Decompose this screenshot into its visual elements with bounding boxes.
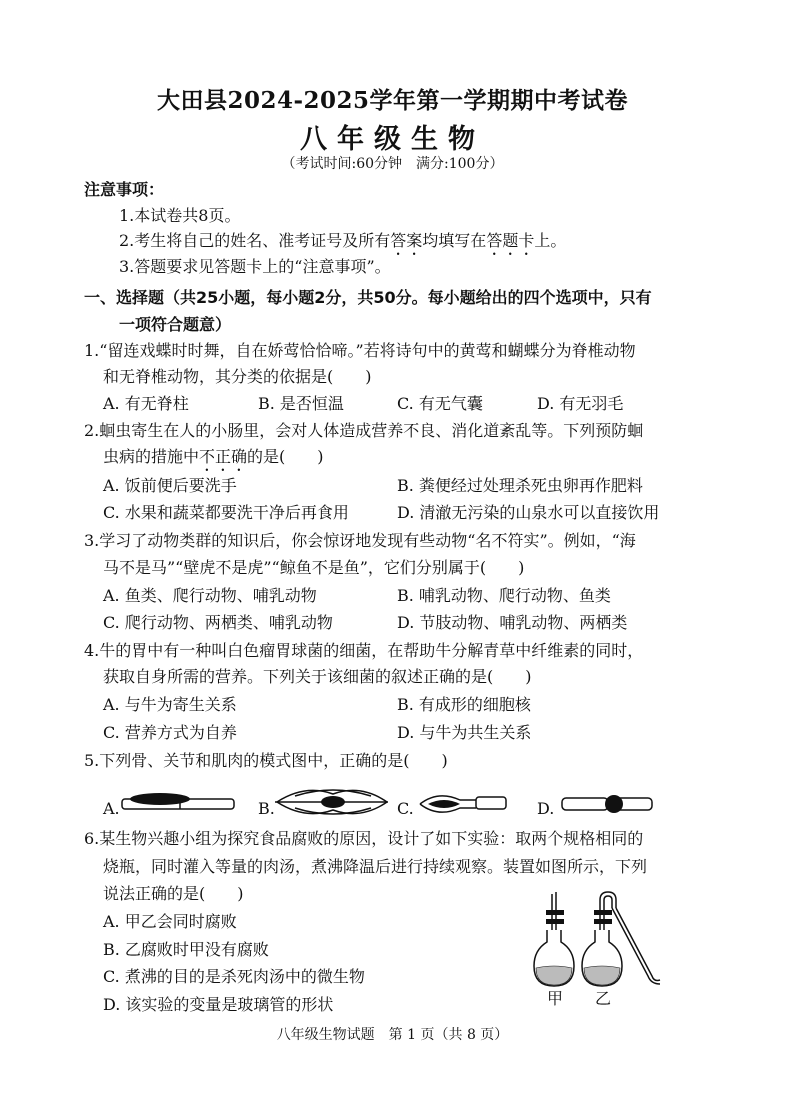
- q6-option-b: B. 乙腐败时甲没有腐败: [103, 940, 269, 959]
- q6-option-a: A. 甲乙会同时腐败: [103, 912, 237, 931]
- notes-item-2-part: 上。: [534, 231, 567, 250]
- q2-stem-line2: [103, 447, 324, 475]
- page-footer: 八年级生物试题 第 1 页（共 8 页）: [276, 1027, 509, 1043]
- exam-title: 大田县2024-2025学年第一学期期中考试卷: [156, 87, 629, 114]
- q3-stem-line1: 3.学习了动物类群的知识后，你会惊讶地发现有些动物“名不符实”。例如，“海: [84, 531, 636, 550]
- q5-diagram-d: [560, 790, 656, 818]
- q4-option-c: C. 营养方式为自养: [103, 723, 237, 742]
- q6-label-jia: 甲: [547, 989, 564, 1008]
- q5-option-b: B.: [258, 799, 275, 818]
- q5-option-a: A.: [103, 799, 120, 818]
- notes-item-3: 3.答题要求见答题卡上的“注意事项”。: [119, 257, 391, 276]
- q5-diagram-c: [418, 786, 510, 820]
- q4-option-d: D. 与牛为共生关系: [397, 723, 532, 742]
- notes-item-2-emphasis-card: 答题卡: [486, 231, 535, 250]
- q6-option-d: D. 该实验的变量是玻璃管的形状: [103, 995, 334, 1014]
- notes-item-2: [119, 231, 566, 259]
- q2-option-d: D. 清澈无污染的山泉水可以直接饮用: [397, 503, 660, 522]
- q3-stem-line2: 马不是马”“壁虎不是虎”“鲸鱼不是鱼”，它们分别属于( ): [103, 558, 525, 577]
- q2-option-c: C. 水果和蔬菜都要洗干净后再食用: [103, 503, 349, 522]
- q3-option-a: A. 鱼类、爬行动物、哺乳动物: [103, 586, 317, 605]
- q5-option-c: C.: [397, 799, 414, 818]
- q5-diagram-b: [275, 782, 390, 822]
- q1-option-c: C. 有无气囊: [397, 394, 483, 413]
- q1-option-b: B. 是否恒温: [258, 394, 344, 413]
- section-heading-line1: 一、选择题（共25小题，每小题2分，共50分。每小题给出的四个选项中，只有: [84, 288, 652, 307]
- q6-flask-diagram: [530, 890, 680, 990]
- q6-stem-line3: 说法正确的是( ): [103, 884, 244, 903]
- q3-option-d: D. 节肢动物、哺乳动物、两栖类: [397, 613, 628, 632]
- notes-item-2-emphasis-answer: 答案: [390, 231, 423, 250]
- q2-stem-emphasis: 不正确: [199, 447, 248, 466]
- q6-option-c: C. 煮沸的目的是杀死肉汤中的微生物: [103, 967, 365, 986]
- q4-stem-line1: 4.牛的胃中有一种叫白色瘤胃球菌的细菌，在帮助牛分解青草中纤维素的同时，: [84, 641, 644, 660]
- q2-stem-part: 虫病的措施中: [103, 447, 200, 466]
- q1-stem-line2: 和无脊椎动物，其分类的依据是( ): [103, 367, 372, 386]
- q3-option-c: C. 爬行动物、两栖类、哺乳动物: [103, 613, 333, 632]
- notes-item-2-part: 2.考生将自己的姓名、准考证号及所有: [119, 231, 391, 250]
- q6-stem-line2: 烧瓶，同时灌入等量的肉汤，煮沸降温后进行持续观察。装置如图所示，下列: [103, 857, 648, 876]
- q2-option-b: B. 粪便经过处理杀死虫卵再作肥料: [397, 476, 643, 495]
- section-heading-line2: 一项符合题意）: [119, 315, 232, 334]
- notes-item-1: 1.本试卷共8页。: [119, 206, 241, 225]
- q2-option-a: A. 饭前便后要洗手: [103, 476, 237, 495]
- q5-stem-line1: 5.下列骨、关节和肌肉的模式图中，正确的是( ): [84, 751, 448, 770]
- q6-label-yi: 乙: [595, 989, 612, 1008]
- q4-option-a: A. 与牛为寄生关系: [103, 695, 237, 714]
- exam-subject: 八年级生物: [300, 124, 485, 155]
- q2-stem-line1: 2.蛔虫寄生在人的小肠里，会对人体造成营养不良、消化道紊乱等。下列预防蛔: [84, 421, 644, 440]
- q6-stem-line1: 6.某生物兴趣小组为探究食品腐败的原因，设计了如下实验：取两个规格相同的: [84, 829, 644, 848]
- q5-option-d: D.: [537, 799, 555, 818]
- q1-stem-line1: 1.“留连戏蝶时时舞，自在娇莺恰恰啼。”若将诗句中的黄莺和蝴蝶分为脊椎动物: [84, 341, 636, 360]
- q4-stem-line2: 获取自身所需的营养。下列关于该细菌的叙述正确的是( ): [103, 667, 532, 686]
- q4-option-b: B. 有成形的细胞核: [397, 695, 531, 714]
- q1-option-d: D. 有无羽毛: [537, 394, 624, 413]
- q1-option-a: A. 有无脊柱: [103, 394, 189, 413]
- exam-info: （考试时间:60分钟 满分:100分）: [281, 156, 504, 172]
- notes-item-2-part: 均填写在: [422, 231, 487, 250]
- q3-option-b: B. 哺乳动物、爬行动物、鱼类: [397, 586, 611, 605]
- q5-diagram-a: [120, 788, 240, 820]
- notes-heading: 注意事项：: [84, 180, 165, 199]
- q2-stem-part: 的是( ): [247, 447, 324, 466]
